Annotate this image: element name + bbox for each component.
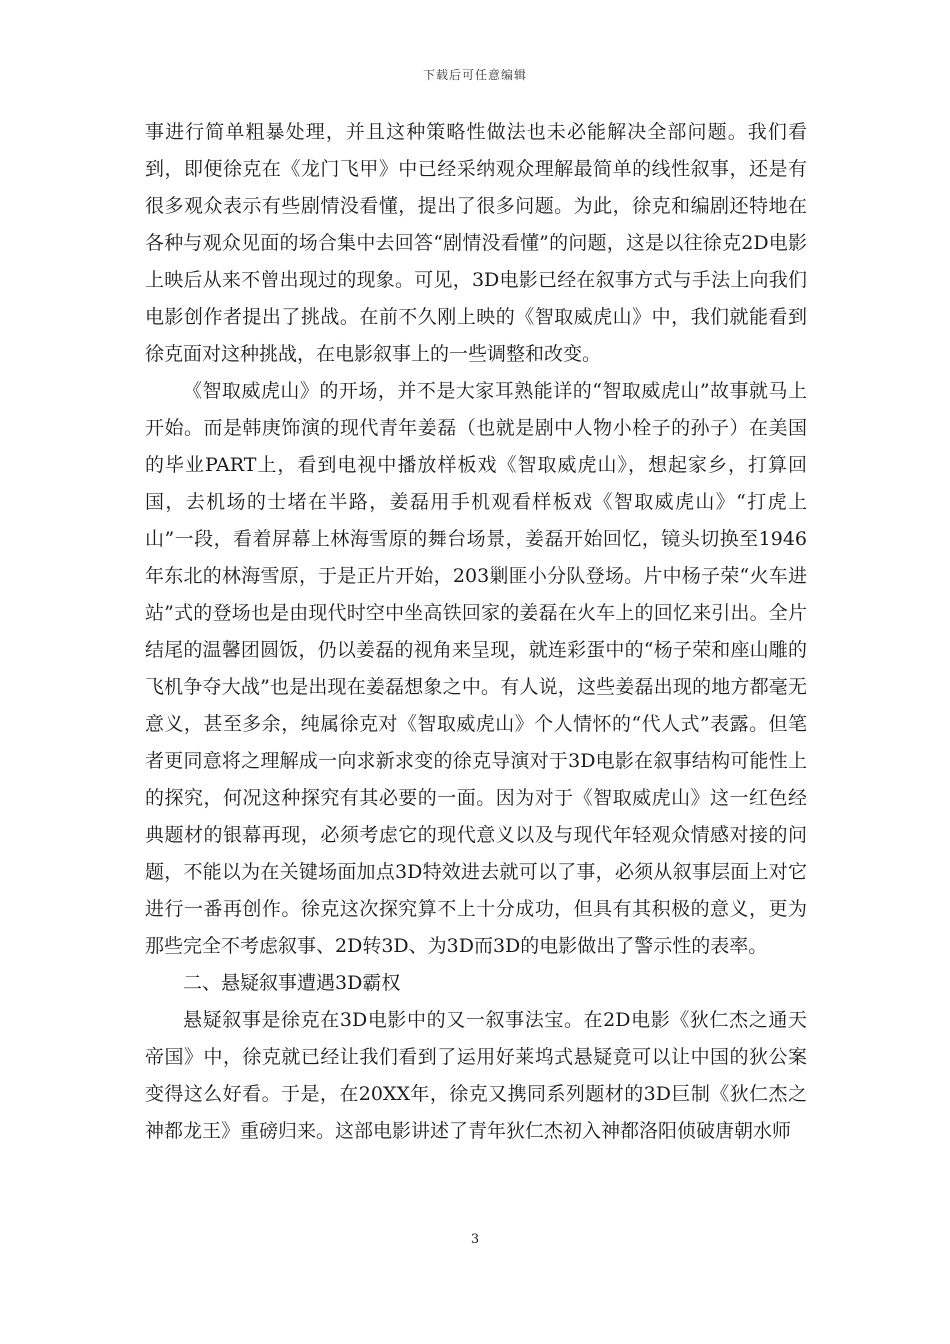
paragraph-1: 事进行简单粗暴处理，并且这种策略性做法也未必能解决全部问题。我们看到，即便徐克在《龙门飞甲》中已经采纳观众理解最简单的线性叙事，还是有很多观众表示有些剧情没看懂，提出了很多问题。为此，徐克和编剧还特地在各种与观众见面的场合集中去回答“剧情没看懂”的问题，这是以往徐克2D电影上映后从来不曾出现过的现象。可见，3D电影已经在叙事方式与手法上向我们电影创作者提出了挑战。在前不久刚上映的《智取威虎山》中，我们就能看到徐克面对这种挑战，在电影叙事上的一些调整和改变。 [145,121,807,365]
page-header: 下载后可任意编辑 [422,68,527,82]
page-number: 3 [470,1232,480,1247]
section-heading: 二、悬疑叙事遭遇3D霸权 [183,972,401,994]
document-body [145,114,807,1150]
paragraph-3: 悬疑叙事是徐克在3D电影中的又一叙事法宝。在2D电影《狄仁杰之通天帝国》中，徐克就已经让我们看到了运用好莱坞式悬疑竟可以让中国的狄公案变得这么好看。于是，在20XX年，徐克又携同系列题材的3D巨制《狄仁杰之神都龙王》重磅归来。这部电影讲述了青年狄仁杰初入神都洛阳侦破唐朝水师 [145,1009,807,1142]
paragraph-2: 《智取威虎山》的开场，并不是大家耳熟能详的“智取威虎山”故事就马上开始。而是韩庚饰演的现代青年姜磊（也就是剧中人物小栓子的孙子）在美国的毕业PART上，看到电视中播放样板戏《智取威虎山》，想起家乡，打算回国，去机场的士堵在半路，姜磊用手机观看样板戏《智取威虎山》“打虎上山”一段，看着屏幕上林海雪原的舞台场景，姜磊开始回忆，镜头切换至1946年东北的林海雪原，于是正片开始，203剿匪小分队登场。片中杨子荣“火车进站”式的登场也是由现代时空中坐高铁回家的姜磊在火车上的回忆来引出。全片结尾的温馨团圆饭，仍以姜磊的视角来呈现，就连彩蛋中的“杨子荣和座山雕的飞机争夺大战”也是出现在姜磊想象之中。有人说，这些姜磊出现的地方都毫无意义，甚至多余，纯属徐克对《智取威虎山》个人情怀的“代人式”表露。但笔者更同意将之理解成一向求新求变的徐克导演对于3D电影在叙事结构可能性上的探究，何况这种探究有其必要的一面。因为对于《智取威虎山》这一红色经典题材的银幕再现，必须考虑它的现代意义以及与现代年轻观众情感对接的问题，不能以为在关键场面加点3D特效进去就可以了事，必须从叙事层面上对它进行一番再创作。徐克这次探究算不上十分成功，但具有其积极的意义，更为那些完全不考虑叙事、2D转3D、为3D而3D的电影做出了警示性的表率。 [145,380,807,957]
